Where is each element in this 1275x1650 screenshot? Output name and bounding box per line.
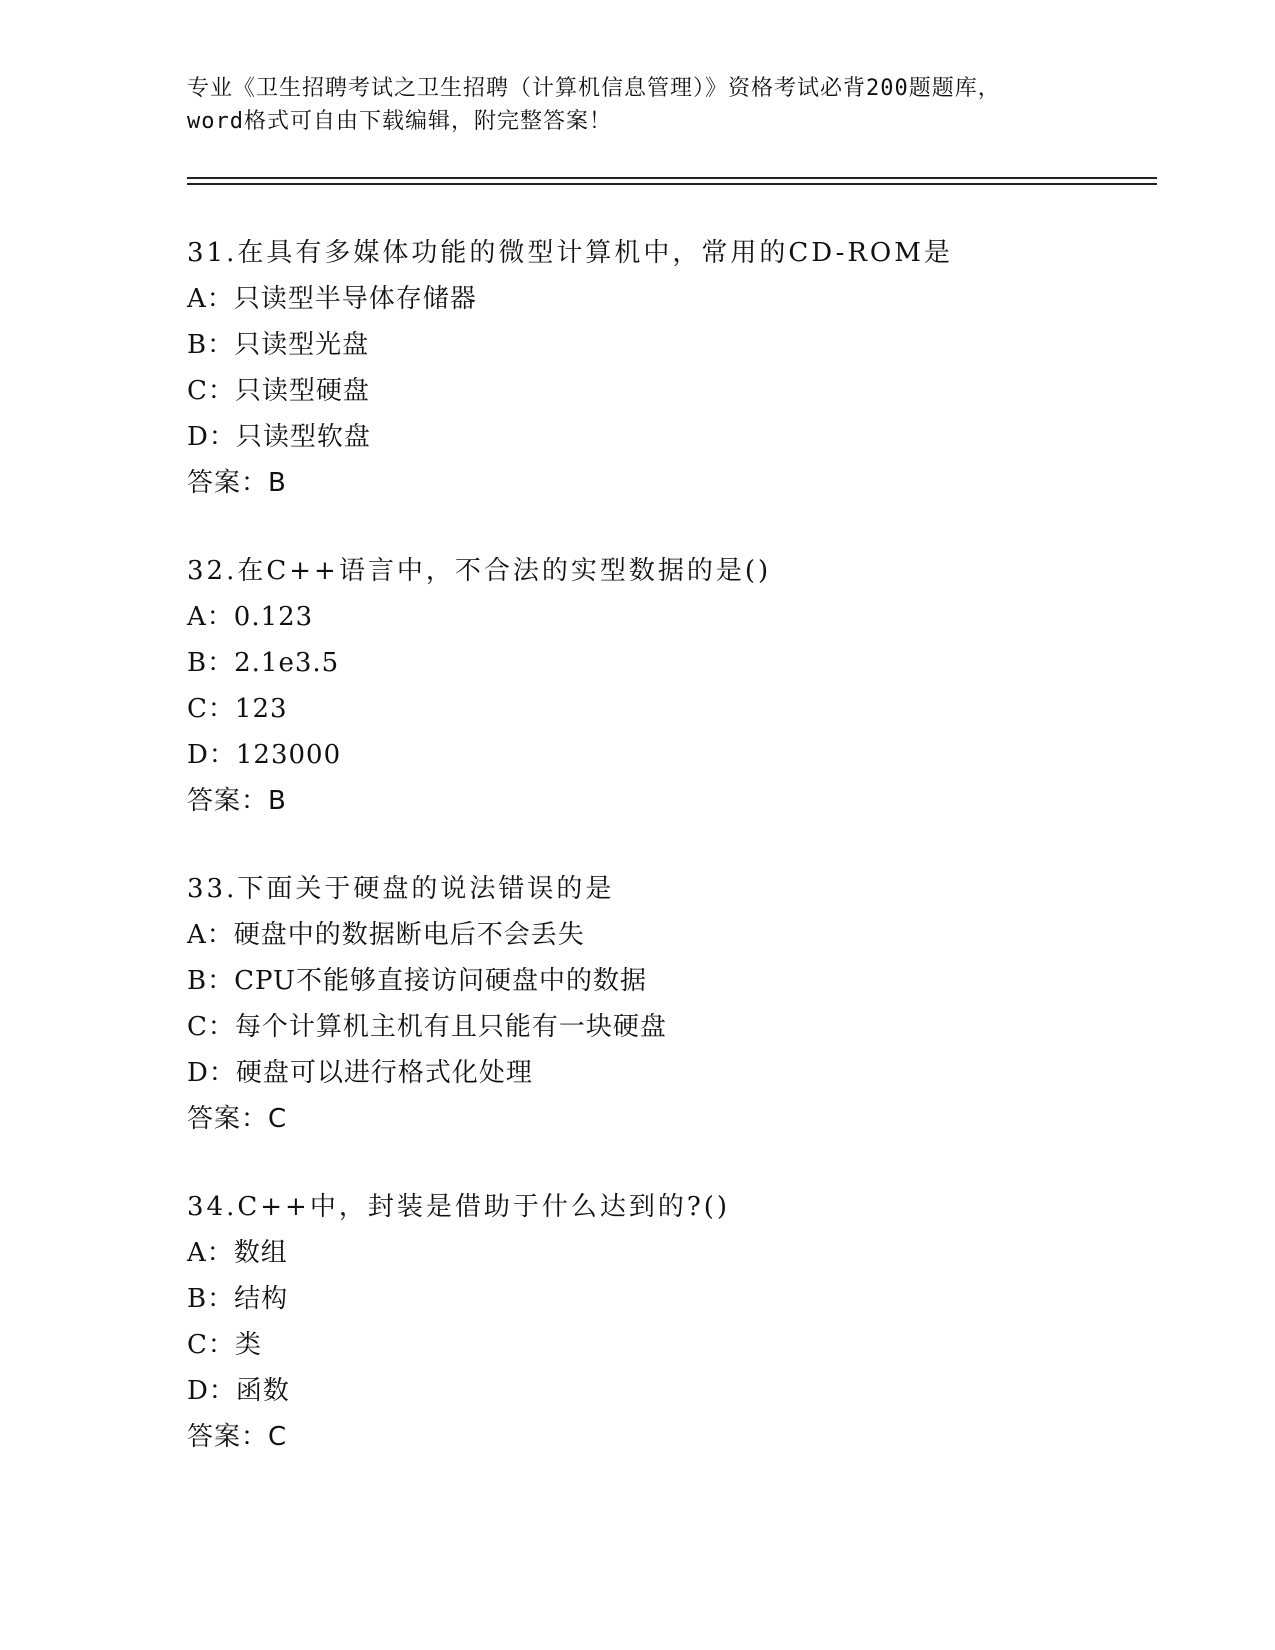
option-text: 类: [234, 1330, 262, 1360]
option-letter: A：: [187, 920, 234, 950]
option-letter: C：: [187, 1330, 235, 1360]
question-33: [187, 866, 1147, 1142]
option-text: 数组: [233, 1238, 288, 1268]
option-b: [187, 640, 1147, 686]
option-letter: D：: [187, 740, 236, 770]
option-letter: C：: [187, 376, 235, 406]
answer-label: 答案：B: [187, 786, 287, 816]
option-letter: B：: [187, 966, 235, 996]
option-text: 0.123: [233, 602, 314, 632]
option-text: 123000: [235, 740, 342, 770]
option-c: [187, 1004, 1147, 1050]
option-text: 每个计算机主机有且只能有一块硬盘: [234, 1012, 667, 1042]
option-c: [187, 368, 1147, 414]
option-a: [187, 276, 1147, 322]
option-text: 函数: [235, 1376, 290, 1406]
option-text: 只读型软盘: [235, 422, 371, 452]
answer-label: 答案：C: [187, 1104, 288, 1134]
option-text: 只读型半导体存储器: [233, 284, 477, 314]
question-31: [187, 230, 1147, 506]
option-b: [187, 1276, 1147, 1322]
option-letter: C：: [187, 694, 235, 724]
option-letter: B：: [187, 1284, 235, 1314]
option-d: [187, 732, 1147, 778]
option-text: 2.1e3.5: [234, 648, 340, 678]
option-text: 结构: [234, 1284, 289, 1314]
header-title-line-2: word格式可自由下载编辑，附完整答案！: [187, 109, 612, 134]
header-title-line-1: 专业《卫生招聘考试之卫生招聘（计算机信息管理）》资格考试必背200题题库，: [187, 76, 1001, 101]
question-stem: 32.在C++语言中，不合法的实型数据的是(): [187, 556, 772, 586]
option-text: 硬盘中的数据断电后不会丢失: [233, 920, 585, 950]
question-stem: 33.下面关于硬盘的说法错误的是: [187, 874, 615, 904]
option-letter: A：: [187, 602, 234, 632]
option-letter: B：: [187, 330, 235, 360]
option-text: 只读型硬盘: [234, 376, 370, 406]
option-text: 123: [234, 694, 288, 724]
question-32: [187, 548, 1147, 824]
question-34: [187, 1184, 1147, 1460]
option-letter: D：: [187, 1058, 236, 1088]
option-d: [187, 1368, 1147, 1414]
option-c: [187, 686, 1147, 732]
option-letter: A：: [187, 284, 234, 314]
document-header: [187, 72, 1087, 138]
option-letter: D：: [187, 422, 236, 452]
option-a: [187, 1230, 1147, 1276]
option-text: 硬盘可以进行格式化处理: [235, 1058, 533, 1088]
answer-label: 答案：C: [187, 1422, 288, 1452]
question-stem: 31.在具有多媒体功能的微型计算机中，常用的CD-ROM是: [187, 238, 953, 268]
option-letter: C：: [187, 1012, 235, 1042]
option-b: [187, 958, 1147, 1004]
answer-label: 答案：B: [187, 468, 287, 498]
option-b: [187, 322, 1147, 368]
header-divider-top: [187, 177, 1157, 179]
question-stem: 34.C++中，封装是借助于什么达到的?(): [187, 1192, 731, 1222]
option-d: [187, 414, 1147, 460]
option-letter: B：: [187, 648, 235, 678]
option-a: [187, 912, 1147, 958]
option-letter: D：: [187, 1376, 236, 1406]
option-d: [187, 1050, 1147, 1096]
option-letter: A：: [187, 1238, 234, 1268]
header-divider-bottom: [187, 183, 1157, 185]
option-c: [187, 1322, 1147, 1368]
option-a: [187, 594, 1147, 640]
option-text: 只读型光盘: [234, 330, 370, 360]
option-text: CPU不能够直接访问硬盘中的数据: [234, 966, 647, 996]
